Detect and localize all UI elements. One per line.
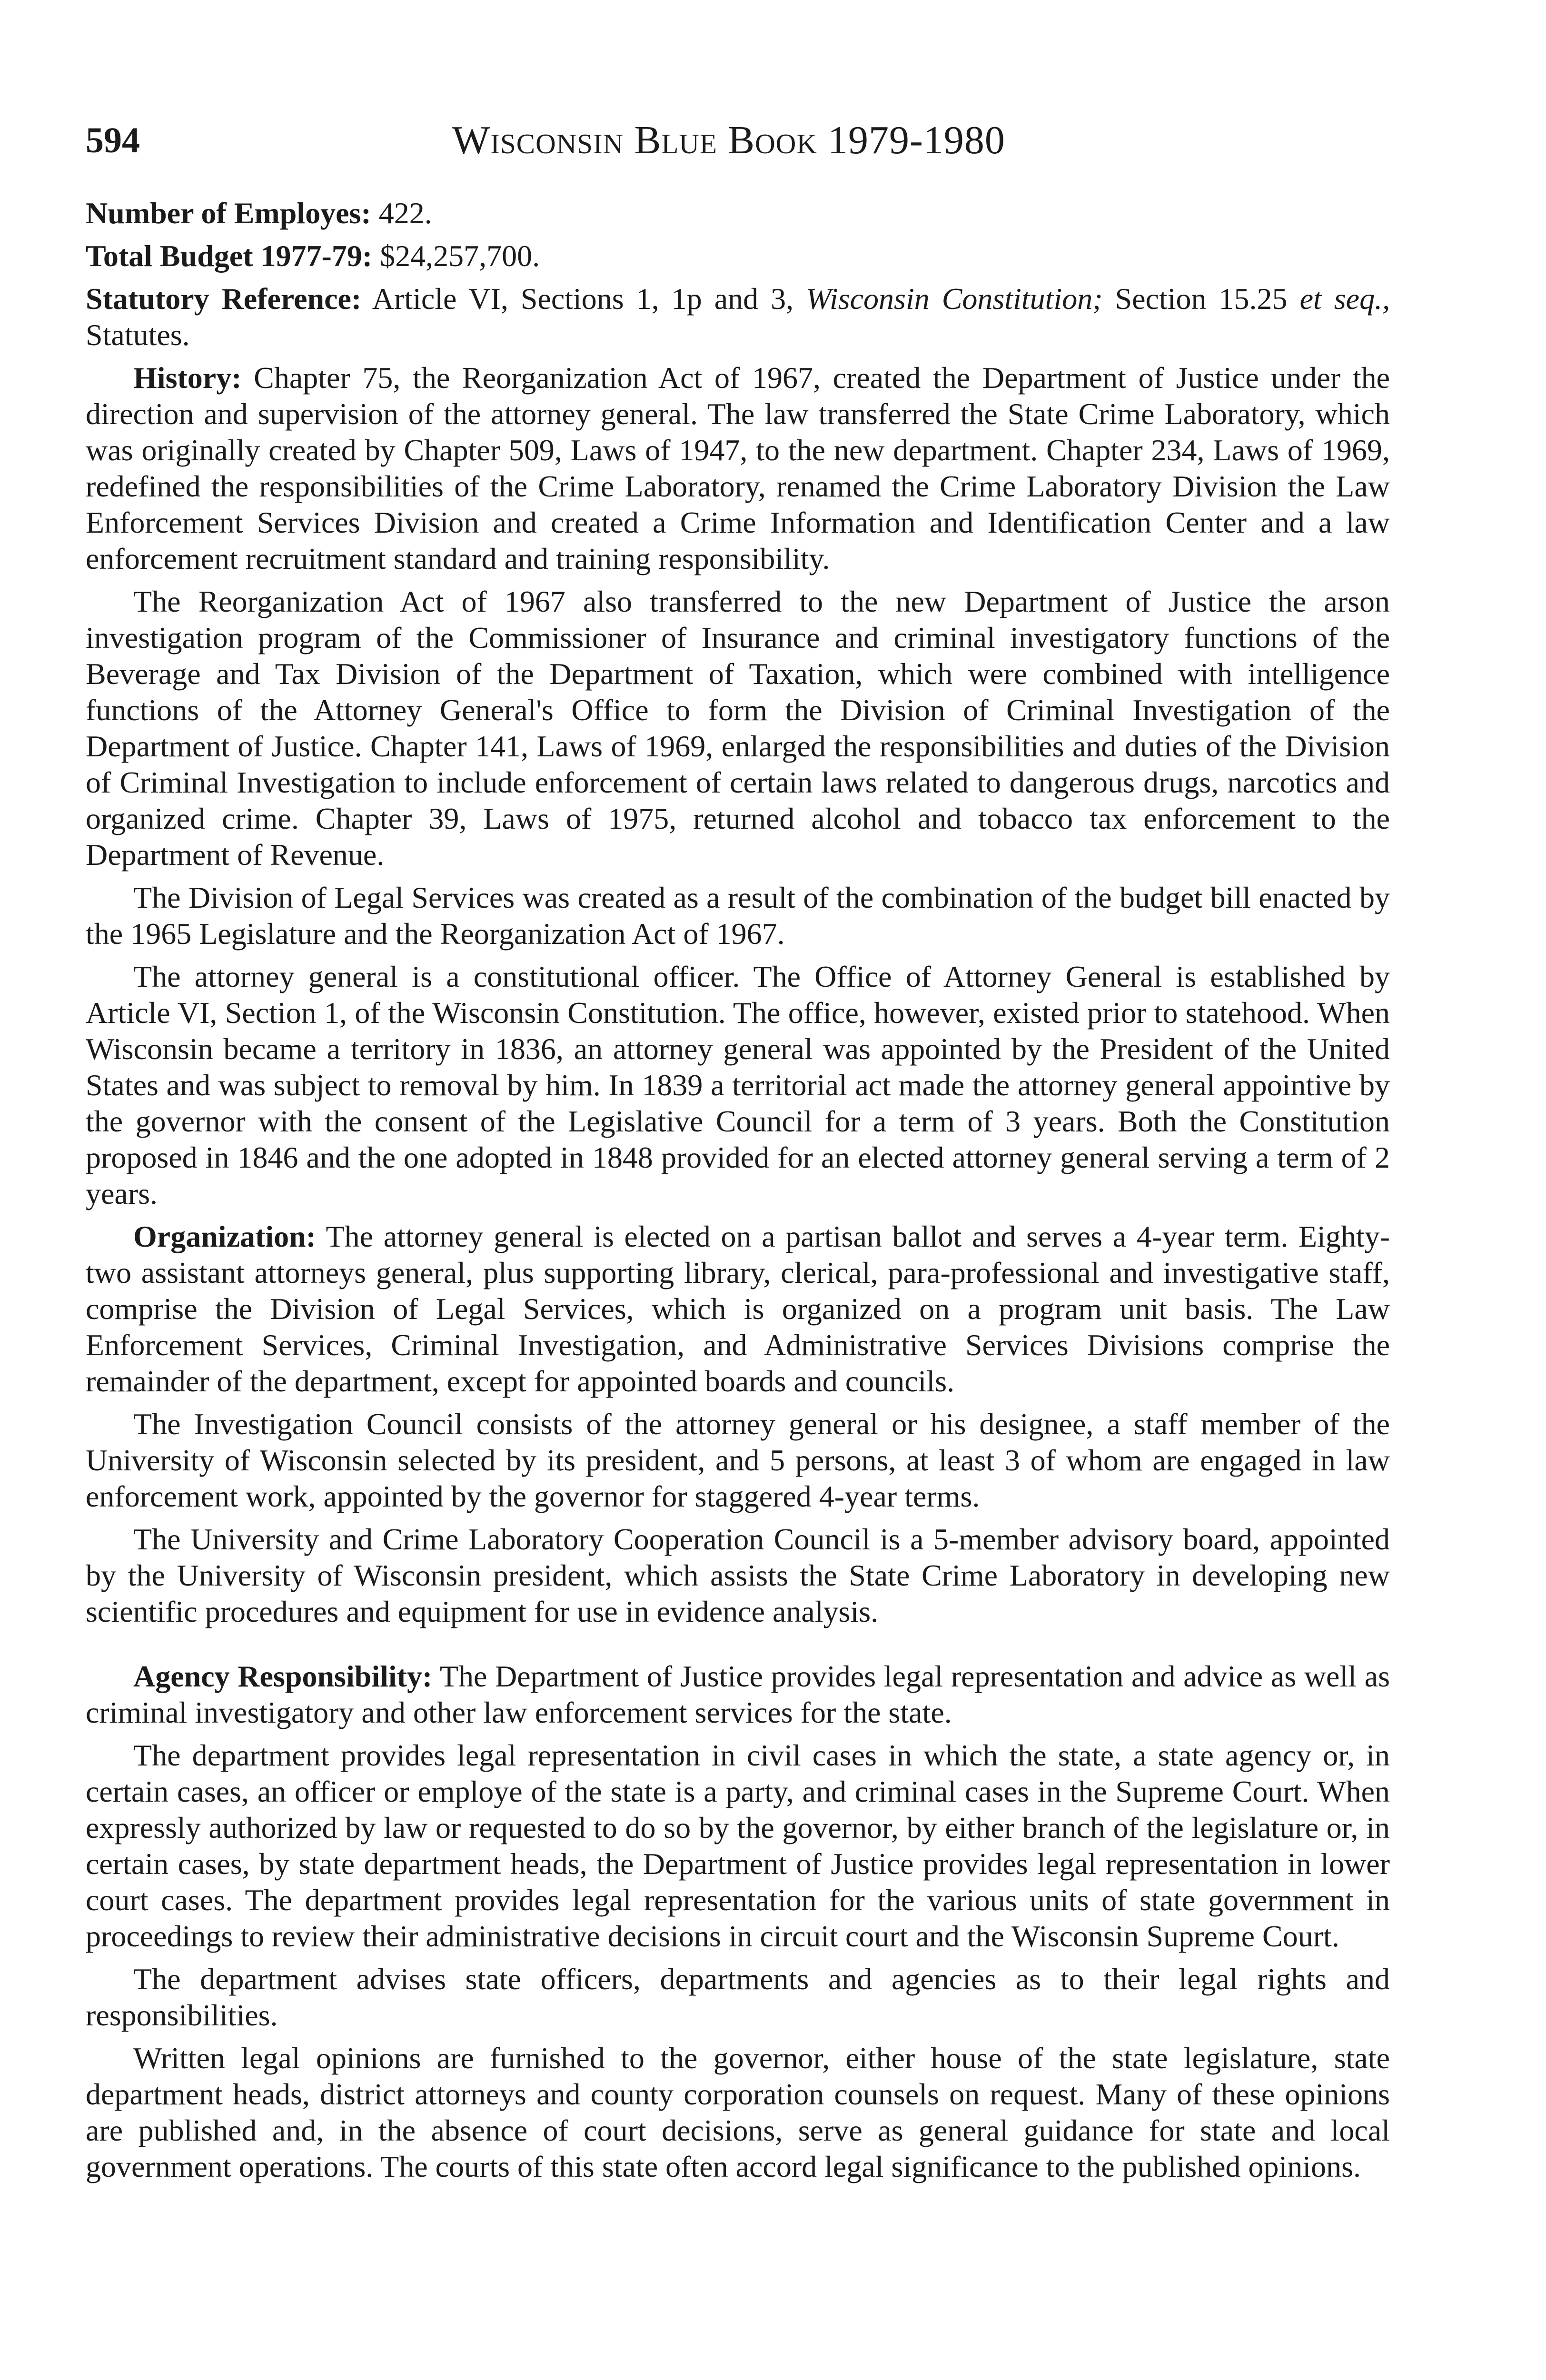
agency-paragraph: The department provides legal representation in civil cases in which the state, a state agency or, in certain cases, an officer or employe of the state is a party, and criminal cases in the Supreme Court. When expressly authorized by law or requested to do so by the governor, by either branch of the legislature or, in certain cases, by state department heads, the Department of Justice provides legal representation in lower court cases. The department provides legal representation for the various units of state government in proceedings to review their administrative decisions in circuit court and the Wisconsin Supreme Court. xyxy=(86,1738,1390,1953)
history-paragraph: The Reorganization Act of 1967 also transferred to the new Department of Justice the arson investigation program of the Commissioner of Insurance and criminal investigatory functions of the Beverage and Tax Division of the Department of Taxation, which were combined with intelligence functions of the Attorney General's Office to form the Division of Criminal Investigation of the Department of Justice. Chapter 141, Laws of 1969, enlarged the responsibilities and duties of the Division of Criminal Investigation to include enforcement of certain laws related to dangerous drugs, narcotics and organized crime. Chapter 39, Laws of 1975, returned alcohol and tobacco tax enforcement to the Department of Revenue. xyxy=(86,585,1390,872)
employees-value: 422. xyxy=(378,196,432,230)
page-header xyxy=(86,119,1390,171)
statutory-reference xyxy=(86,281,1390,353)
agency-paragraph: The department advises state officers, departments and agencies as to their legal rights and responsibilities. xyxy=(86,1962,1390,2032)
statutory-italic-1: Wisconsin Constitution; xyxy=(806,282,1103,316)
organization-paragraph: The Investigation Council consists of the attorney general or his designee, a staff member of the University of Wisconsin selected by its president, and 5 persons, at least 3 of whom are engaged in law enforcement work, appointed by the governor for staggered 4-year terms. xyxy=(86,1407,1390,1513)
organization-paragraph: The University and Crime Laboratory Cooperation Council is a 5-member advisory board, appointed by the University of Wisconsin president, which assists the State Crime Laboratory in developing new scientific procedures and equipment for use in evidence analysis. xyxy=(86,1522,1390,1628)
statutory-text-2: Section 15.25 xyxy=(1115,282,1288,316)
history-paragraph: The Division of Legal Services was created as a result of the combination of the budget bill enacted by the 1965 Legislature and the Reorganization Act of 1967. xyxy=(86,881,1390,951)
budget-value: $24,257,700. xyxy=(380,239,540,273)
organization-paragraph xyxy=(86,1219,1390,1399)
history-text-1: Chapter 75, the Reorganization Act of 1967, created the Department of Justice under the direction and supervision of the attorney general. The law transferred the State Crime Laboratory, which was originally created by Chapter 509, Laws of 1947, to the new department. Chapter 234, Laws of 1969, redefined the responsibilities of the Crime Laboratory, renamed the Crime Laboratory Division the Law Enforcement Services Division and created a Crime Information and Identification Center and a law enforcement recruitment standard and training responsibility. xyxy=(86,361,1390,575)
statutory-italic-2: et seq., xyxy=(1299,282,1390,316)
employees-line xyxy=(86,195,1390,231)
agency-label: Agency Responsibility: xyxy=(133,1659,433,1693)
statutory-text-1: Article VI, Sections 1, 1p and 3, xyxy=(372,282,794,316)
running-title: Wisconsin Blue Book 1979-1980 xyxy=(452,118,1005,162)
statutory-label: Statutory Reference: xyxy=(86,282,362,316)
organization-label: Organization: xyxy=(133,1220,316,1253)
organization-text-1: The attorney general is elected on a partisan ballot and serves a 4-year term. Eighty-two assistant attorneys general, plus supporting library, clerical, para-professional and investigative staff, comprise the Division of Legal Services, which is organized on a program unit basis. The Law Enforcement Services, Criminal Investigation, and Administrative Services Divisions comprise the remainder of the department, except for appointed boards and councils. xyxy=(86,1220,1390,1398)
statutory-text-3: Statutes. xyxy=(86,318,190,352)
agency-paragraph: Written legal opinions are furnished to the governor, either house of the state legislature, state department heads, district attorneys and county corporation counsels on request. Many of these opinions are published and, in the absence of court decisions, serve as general guidance for state and local government operations. The courts of this state often accord legal significance to the published opinions. xyxy=(86,2041,1390,2183)
employees-label: Number of Employes: xyxy=(86,196,371,230)
agency-paragraph xyxy=(86,1658,1390,1731)
agency-text-1: The Department of Justice provides legal representation and advice as well as criminal investigatory and other law enforcement services for the state. xyxy=(86,1659,1390,1729)
history-paragraph xyxy=(86,360,1390,577)
budget-line xyxy=(86,238,1390,274)
page-number: 594 xyxy=(86,120,140,160)
budget-label: Total Budget 1977-79: xyxy=(86,239,373,273)
history-paragraph: The attorney general is a constitutional officer. The Office of Attorney General is established by Article VI, Section 1, of the Wisconsin Constitution. The office, however, existed prior to statehood. When Wisconsin became a territory in 1836, an attorney general was appointed by the President of the United States and was subject to removal by him. In 1839 a territorial act made the attorney general appointive by the governor with the consent of the Legislative Council for a term of 3 years. Both the Constitution proposed in 1846 and the one adopted in 1848 provided for an elected attorney general serving a term of 2 years. xyxy=(86,960,1390,1210)
page-body xyxy=(86,195,1390,2192)
history-label: History: xyxy=(133,361,242,395)
